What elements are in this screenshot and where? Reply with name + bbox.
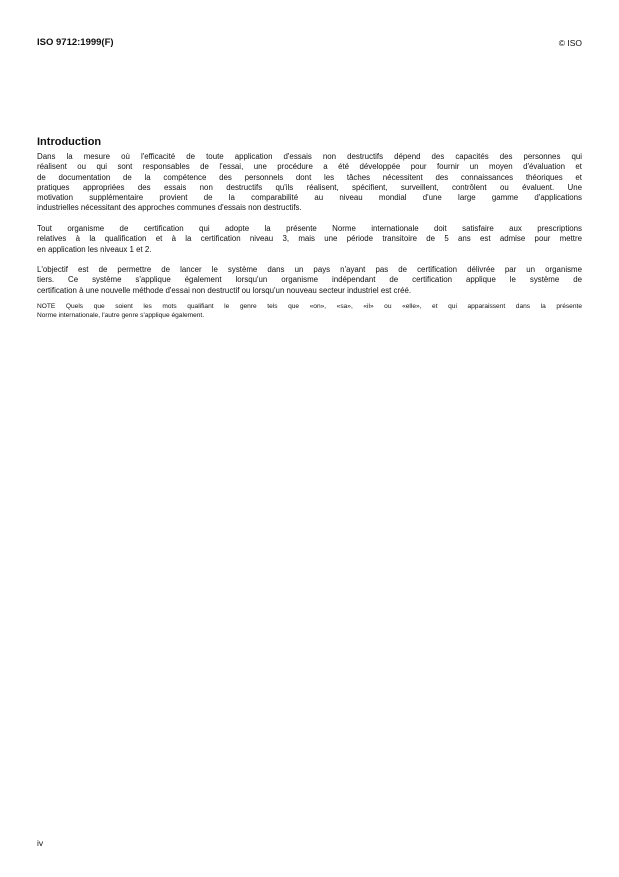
text-line: réalisent ou qui sont responsables de l'essai, une procédure a été développée pour fournir un moyen d'évaluation et bbox=[37, 162, 582, 172]
section-title: Introduction bbox=[37, 136, 102, 148]
copyright-mark: © ISO bbox=[558, 38, 582, 48]
note-line: Norme internationale, l'autre genre s'applique également. bbox=[37, 311, 205, 319]
text-line: Dans la mesure où l'efficacité de toute application d'essais non destructifs dépend des capacités des personnes qui bbox=[37, 152, 582, 161]
paragraph-3 bbox=[37, 265, 582, 296]
page-number: iv bbox=[37, 838, 44, 848]
text-line: relatives à la qualification et à la certification niveau 3, mais une période transitoire de 5 ans est admise pour mettre bbox=[37, 234, 582, 244]
text-line: en application les niveaux 1 et 2. bbox=[37, 244, 152, 254]
text-line: tiers. Ce système s'applique également lorsqu'un organisme indépendant de certification applique le système de bbox=[37, 275, 582, 285]
paragraph-2 bbox=[37, 224, 582, 255]
text-line: motivation supplémentaire provient de la comparabilité au niveau mondial d'une large gamme d'applications bbox=[37, 193, 582, 203]
document-id: ISO 9712:1999(F) bbox=[37, 37, 114, 48]
text-line: Tout organisme de certification qui adopte la présente Norme internationale doit satisfaire aux prescriptions bbox=[37, 224, 582, 233]
paragraph-1 bbox=[37, 152, 582, 214]
note-line: NOTE Quels que soient les mots qualifiant le genre tels que «on», «sa», «il» ou «elle», et qui apparaissent dans la présente bbox=[37, 303, 582, 310]
note bbox=[37, 303, 582, 320]
text-line: L'objectif est de permettre de lancer le système dans un pays n'ayant pas de certification délivrée par un organisme bbox=[37, 265, 582, 274]
text-line: certification à une nouvelle méthode d'essai non destructif ou lorsqu'un nouveau secteur industriel est créé. bbox=[37, 285, 412, 295]
text-line: industrielles nécessitant des approches communes d'essais non destructifs. bbox=[37, 203, 302, 213]
text-line: de documentation de la compétence des personnels dont les tâches nécessitent des connaissances théoriques et bbox=[37, 172, 582, 182]
text-line: pratiques appropriées des essais non destructifs qu'ils réalisent, spécifient, surveillent, contrôlent ou évaluent. Une bbox=[37, 182, 582, 192]
